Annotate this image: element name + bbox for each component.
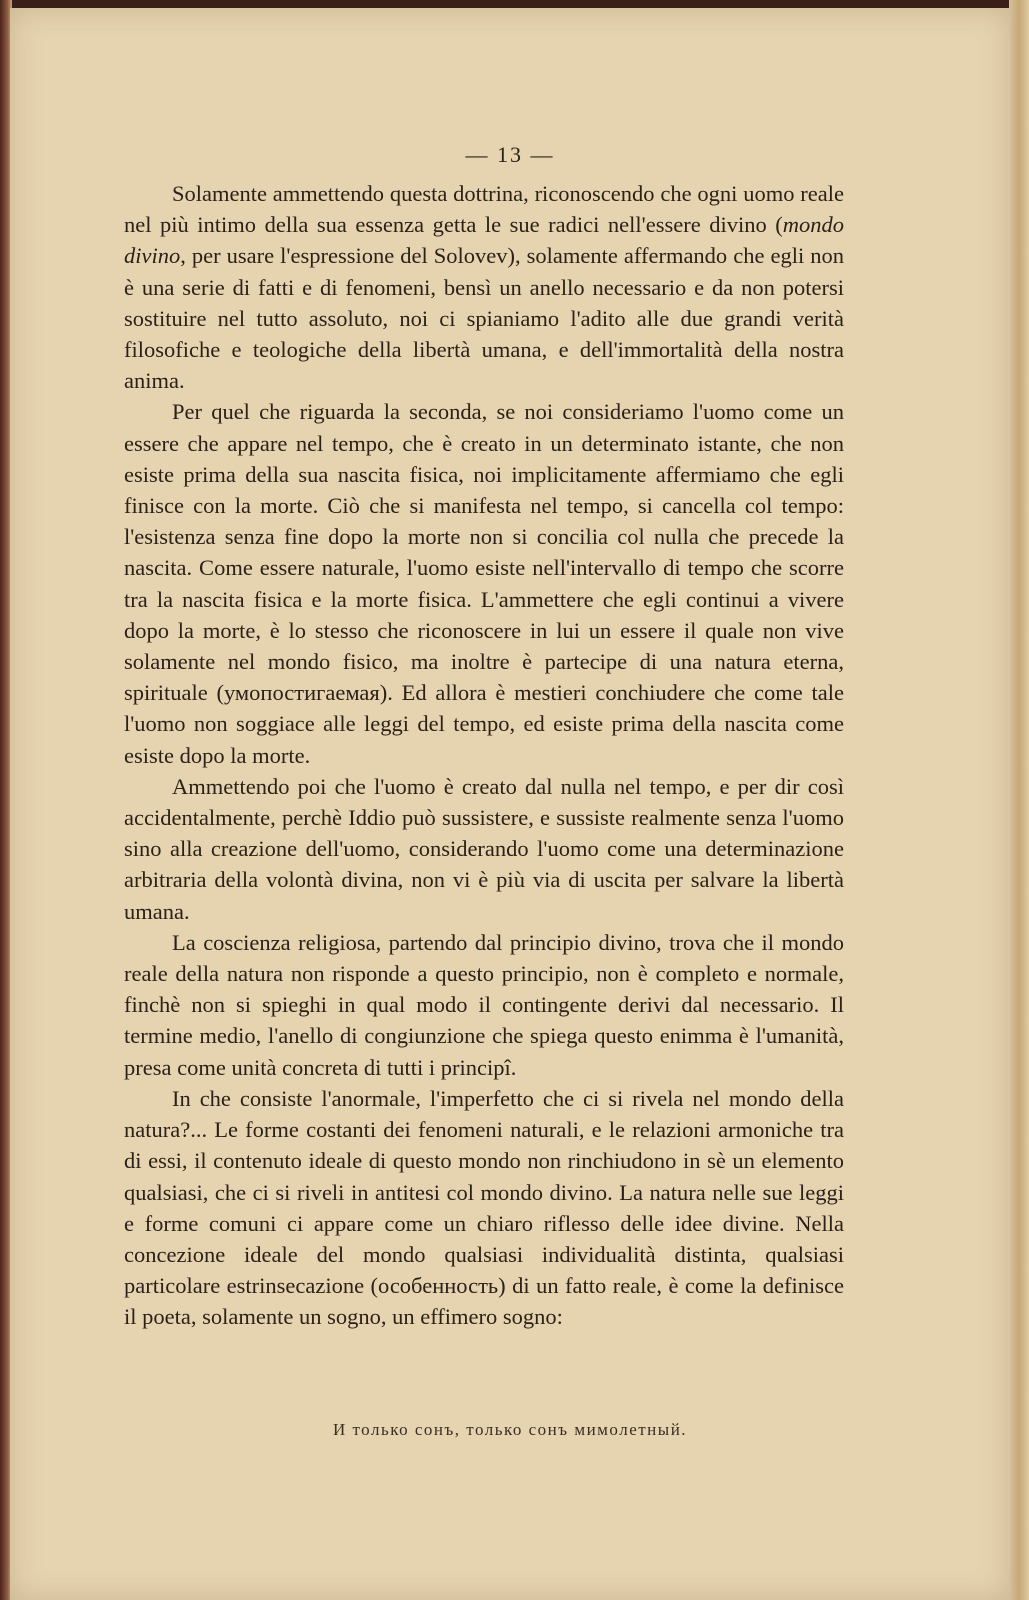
paragraph: Per quel che riguarda la seconda, se noi consideriamo l'uomo come un essere che appare nel tempo, che è creato in un determinato istante, che non esiste prima della sua nascita fisica, noi implicitamente affermiamo che egli finisce con la morte. Ciò che si manifesta nel tempo, si cancella col tempo: l'esistenza senza fine dopo la morte non si concilia col nulla che precede la nascita. Come essere naturale, l'uomo esiste nell'intervallo di tempo che scorre tra la nascita fisica e la morte fisica. L'ammettere che egli continui a vivere dopo la morte, è lo stesso che riconoscere in lui un essere il quale non vive solamente nel mondo fisico, ma inoltre è partecipe di una natura eterna, spirituale (умопостигаемая). Ed allora è mestieri conchiudere che come tale l'uomo non soggiace alle leggi del tempo, ed esiste prima della nascita come esiste dopo la morte. [124,399,844,768]
book-top-edge [0,0,1029,8]
page-fore-edge [1009,0,1029,1600]
paragraph: Ammettendo poi che l'uomo è creato dal nulla nel tempo, e per dir così accidentalmente, perchè Iddio può sussistere, e sussiste realmente senza l'uomo sino alla creazione dell'uomo, considerando l'uomo come una determinazione arbitraria della volontà divina, non vi è più via di uscita per salvare la libertà umana. [124,773,844,924]
paragraph: Solamente ammettendo questa dottrina, riconoscendo che ogni uomo reale nel più intimo della sua essenza getta le sue radici nell'essere divino (mondo divino, per usare l'espressione del Solovev), solamente affermando che egli non è una serie di fatti e di fenomeni, bensì un anello necessario e da non potersi sostituire nel tutto assoluto, noi ci spianiamo l'adito alle due grandi verità filosofiche e teologiche della libertà umana, e dell'immortalità della nostra anima. [124,181,844,394]
paragraph: La coscienza religiosa, partendo dal principio divino, trova che il mondo reale della natura non risponde a questo principio, non è completo e normale, finchè non si spieghi in qual modo il contingente derivi dal necessario. Il termine medio, l'anello di congiunzione che spiega questo enimma è l'umanità, presa come unità concreta di tutti i principî. [124,929,844,1080]
paragraph: In che consiste l'anormale, l'imperfetto che ci si rivela nel mondo della natura?... Le forme costanti dei fenomeni naturali, e le relazioni armoniche tra di essi, il contenuto ideale di questo mondo non rinchiudono in sè un elemento qualsiasi, che ci si riveli in antitesi col mondo divino. La natura nelle sue leggi e forme comuni ci appare come un chiaro riflesso delle idee divine. Nella concezione ideale del mondo qualsiasi individualità distinta, qualsiasi particolare estrinsecazione (особенность) di un fatto reale, è come la definisce il poeta, solamente un sogno, un effimero sogno: [124,1085,844,1330]
page-number: — 13 — [465,142,555,167]
italic-phrase: mondo divino [124,212,844,269]
verse-quote: И только сонъ, только сонъ мимолетный. [332,1420,688,1439]
body-text [124,178,844,1333]
book-page [10,8,1010,1600]
